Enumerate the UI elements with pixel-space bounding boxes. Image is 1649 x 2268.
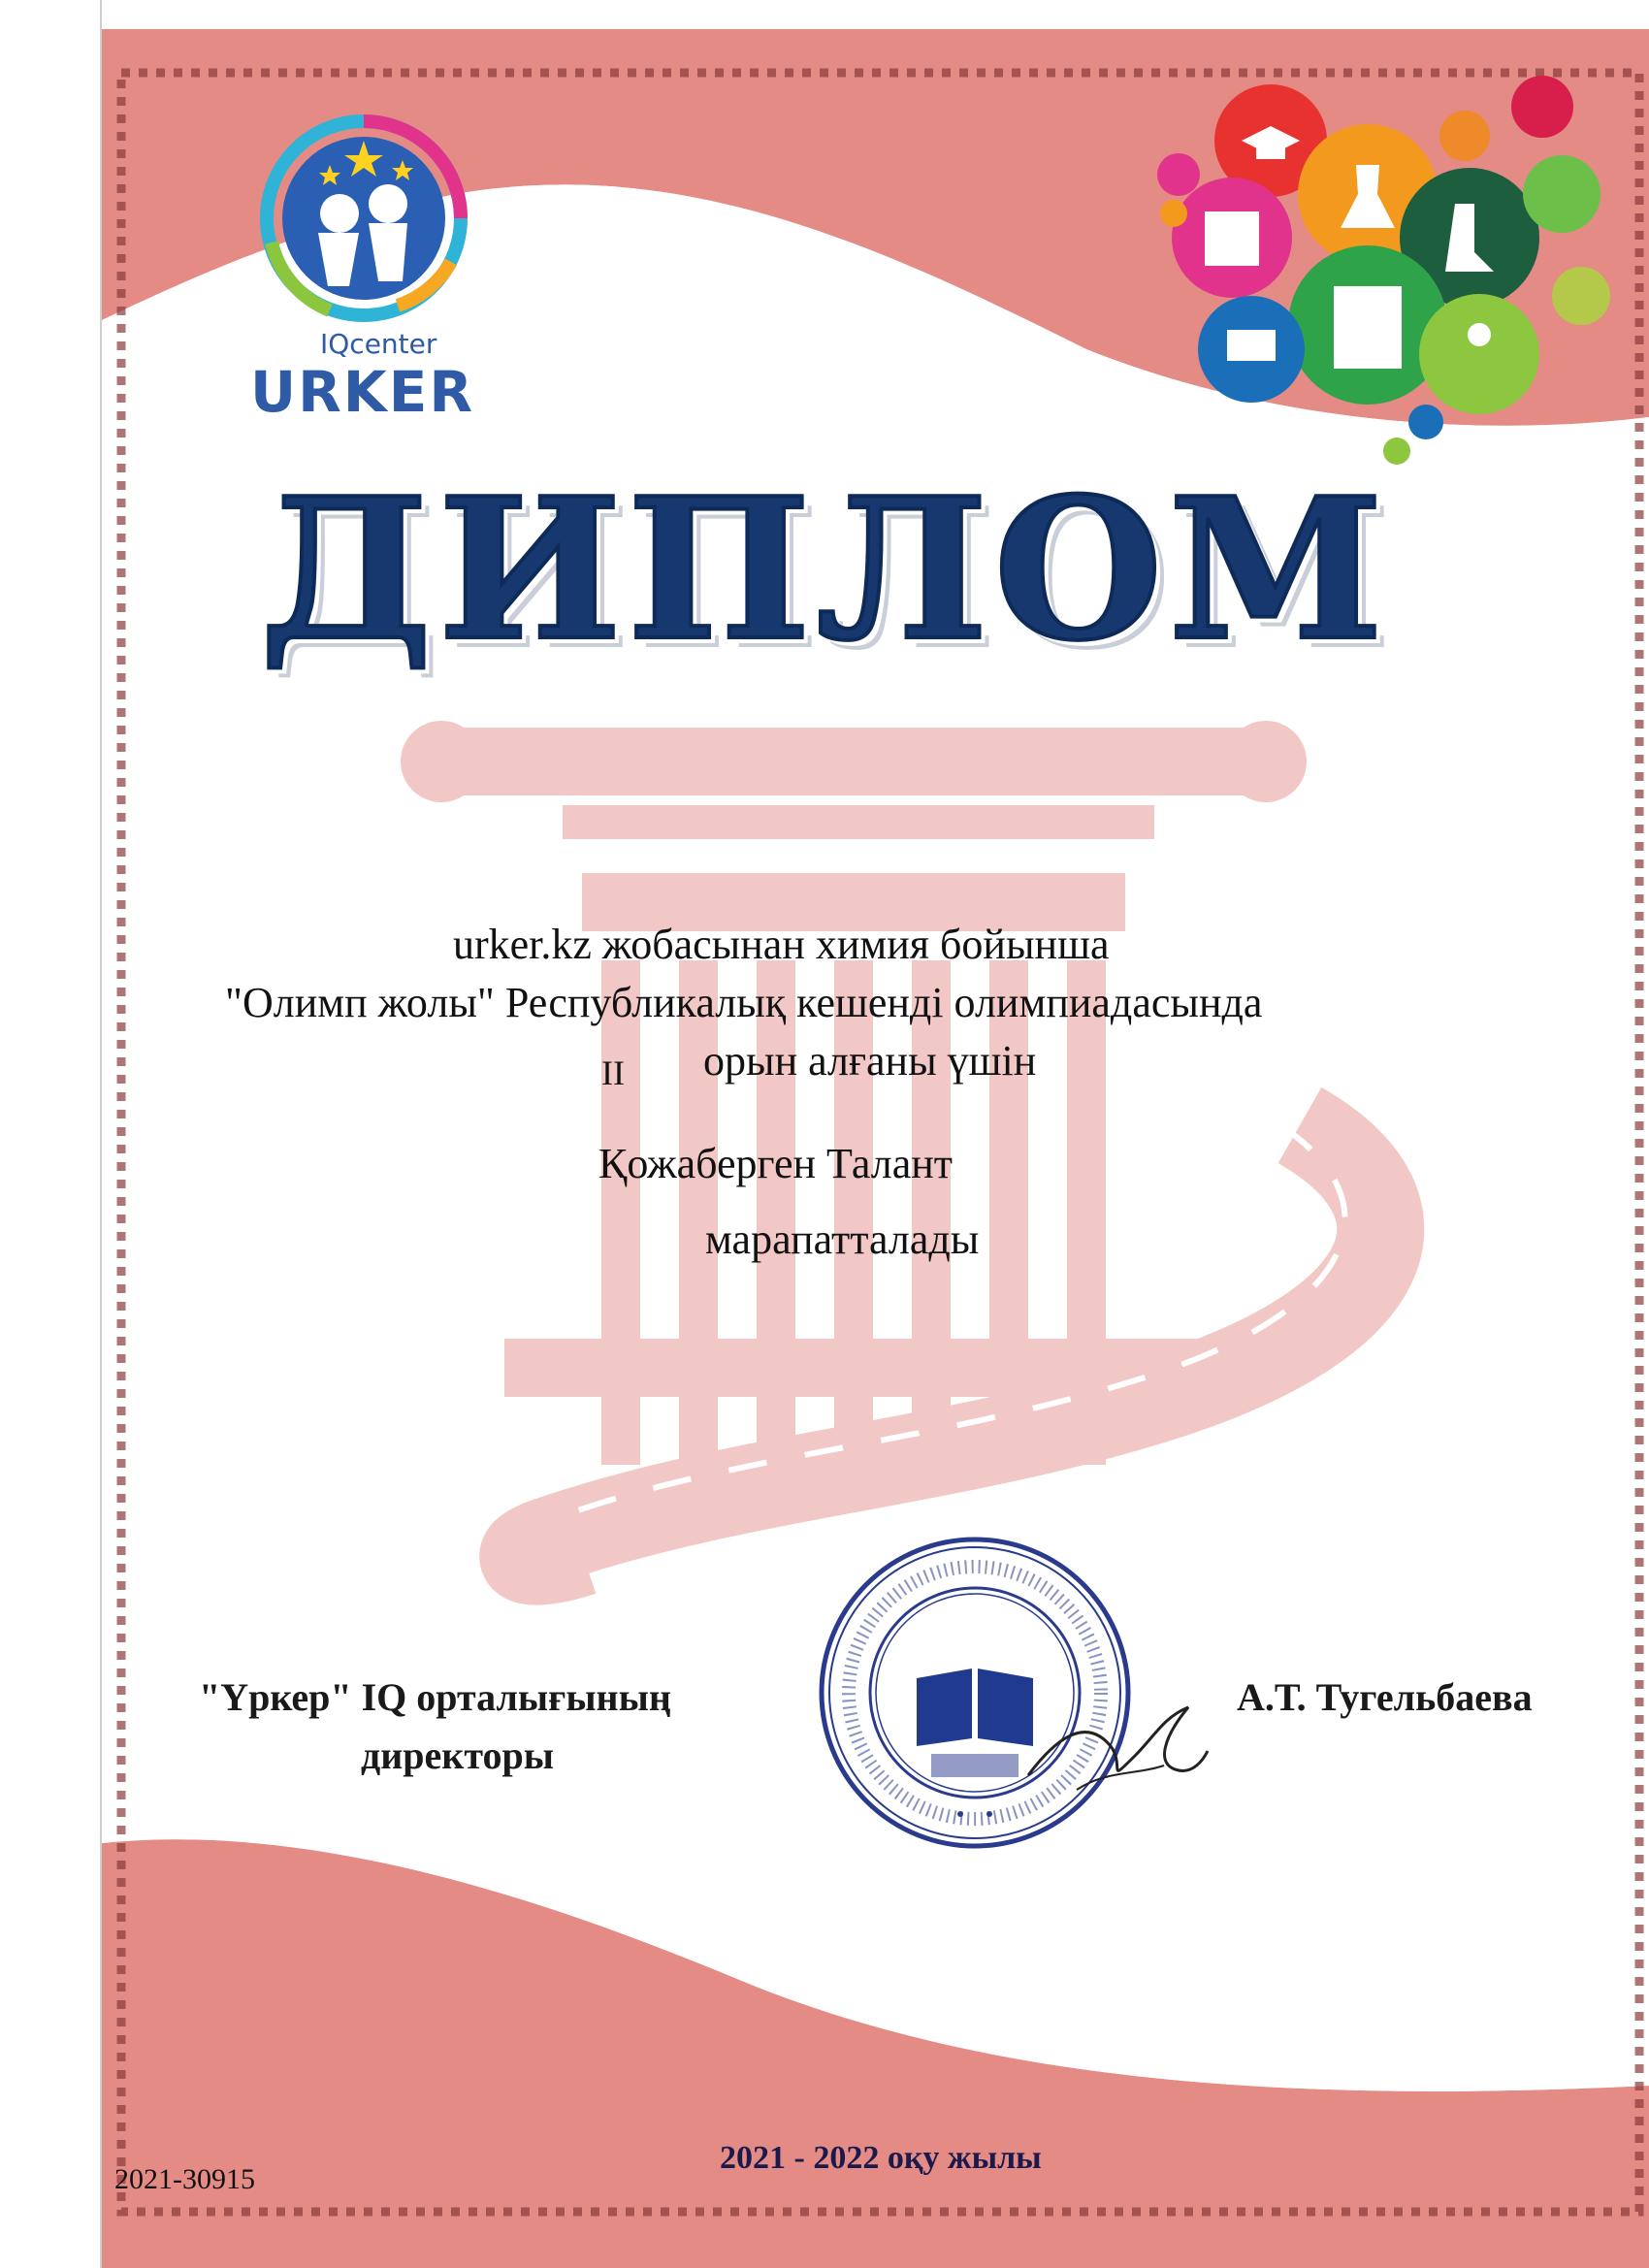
- music-icon: [1157, 153, 1200, 196]
- atom-icon: [1552, 267, 1610, 325]
- dna-icon: [1523, 155, 1600, 233]
- body-line-1: urker.kz жобасынан химия бойынша: [453, 921, 1110, 968]
- stamp-book-icon: [917, 1669, 1033, 1746]
- logo-emblem-icon: [242, 107, 485, 330]
- logo: [242, 107, 485, 425]
- diploma-title: ДИПЛОМ: [259, 456, 1390, 684]
- subject-icons-cluster: [1135, 68, 1620, 475]
- signatory-name: А.Т. Тугельбаева: [1237, 1675, 1533, 1719]
- document-code: 2021-30915: [114, 2163, 255, 2195]
- body-line-3: орын алғаны үшін: [703, 1037, 1037, 1085]
- plus-icon: [1439, 111, 1490, 161]
- calendar-icon: [1511, 76, 1573, 138]
- place-number: II: [601, 1053, 625, 1092]
- signature-org-line-2: директоры: [361, 1733, 554, 1777]
- signature-org-line-1: "Үркер" IQ орталығының: [199, 1675, 671, 1719]
- sport-icon: [1419, 294, 1539, 414]
- logo-name: URKER: [250, 359, 474, 425]
- academic-year: 2021 - 2022 оқу жылы: [720, 2140, 1042, 2176]
- handwritten-signature: [1018, 1678, 1212, 1804]
- awarded-text: марапатталады: [705, 1215, 980, 1263]
- recipient-name: Қожаберген Талант: [598, 1140, 954, 1187]
- logo-subtitle: IQcenter: [320, 328, 437, 360]
- body-line-2: "Олимп жолы" Республикалық кешенді олимпиадасында: [225, 979, 1263, 1026]
- gear-icon: [1408, 405, 1443, 439]
